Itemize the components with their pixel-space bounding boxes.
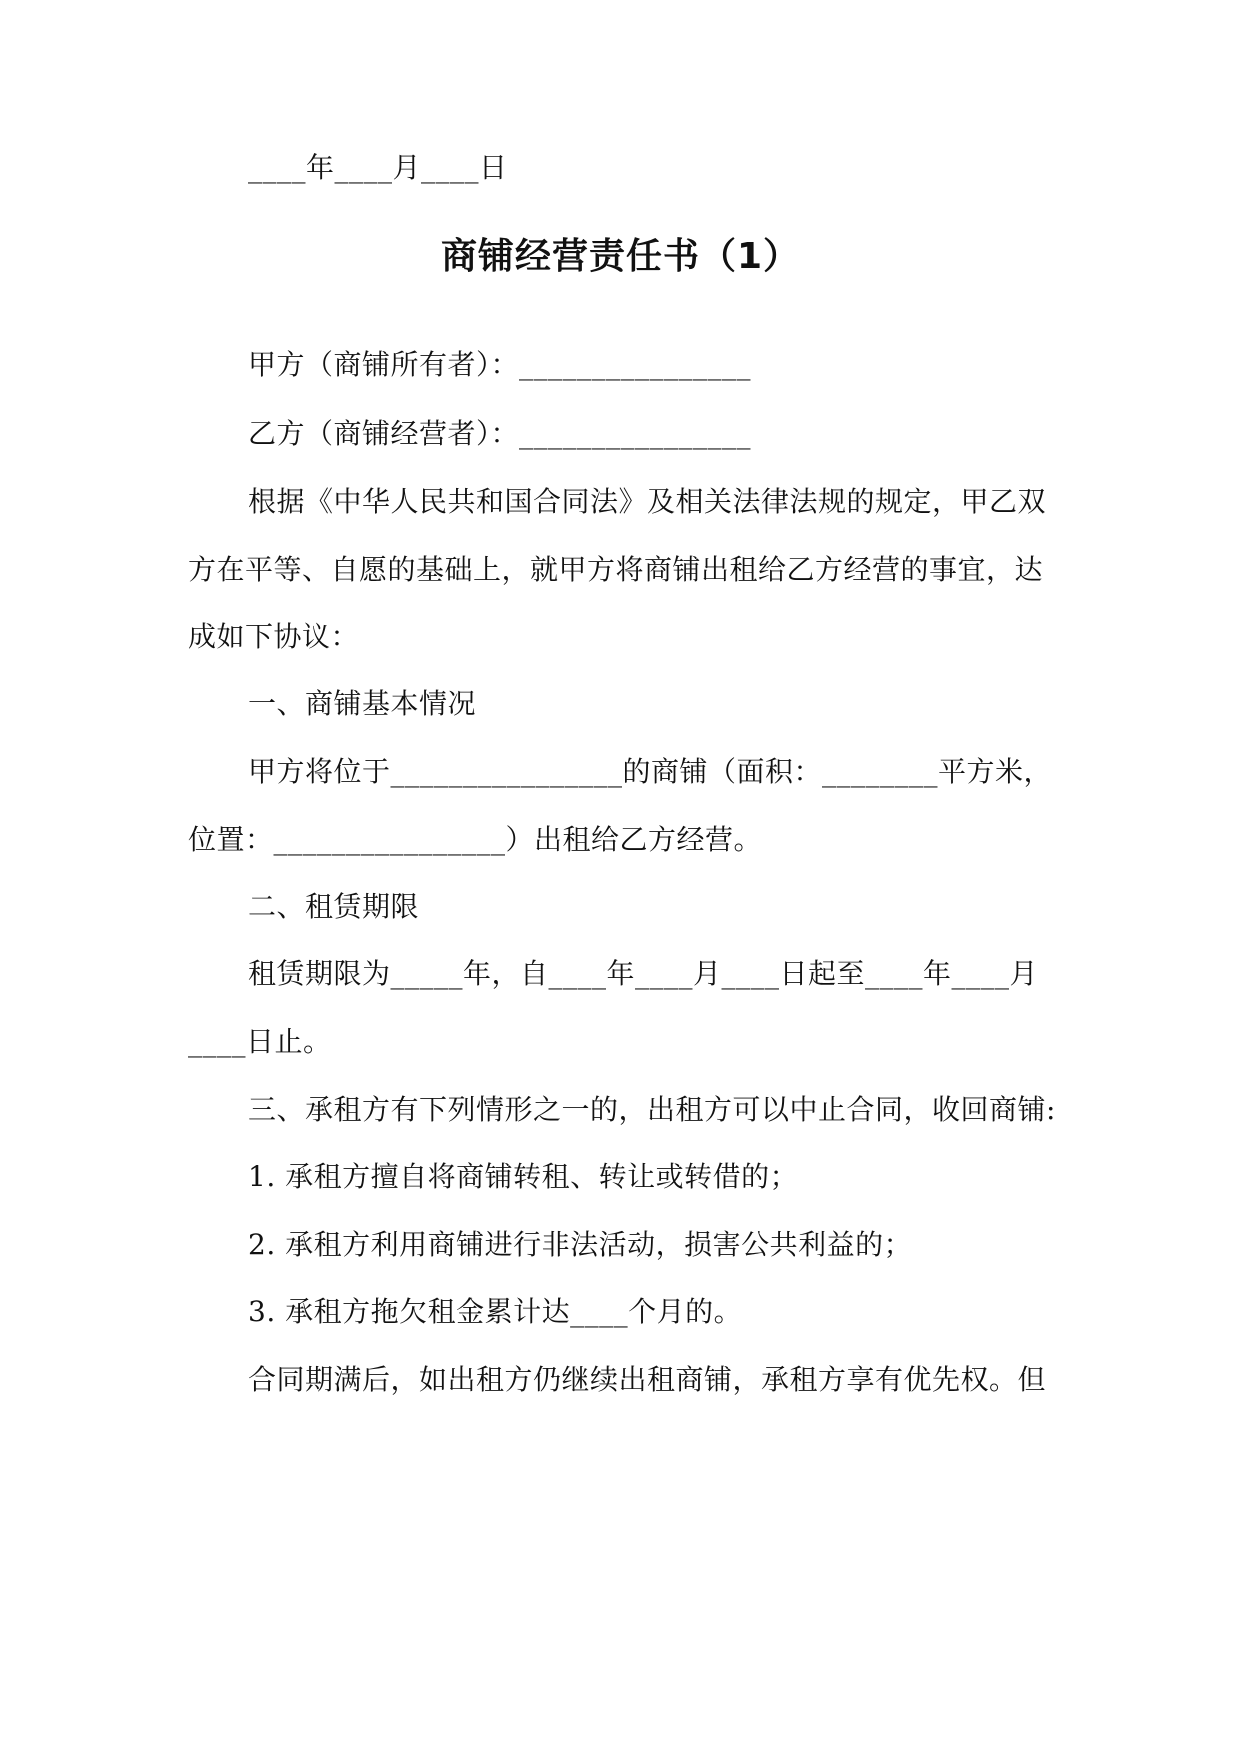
party-b-line: 乙方（商铺经营者）：________________	[248, 417, 752, 450]
intro-line-1: 根据《中华人民共和国合同法》及相关法律法规的规定，甲乙双	[248, 485, 1047, 518]
section3-heading: 三、承租方有下列情形之一的，出租方可以中止合同，收回商铺:	[248, 1093, 1056, 1126]
list-item: 2. 承租方利用商铺进行非法活动，损害公共利益的；	[248, 1228, 913, 1261]
section1-heading: 一、商铺基本情况	[248, 687, 477, 720]
section3-closing: 合同期满后，如出租方仍继续出租商铺，承租方享有优先权。但	[248, 1363, 1047, 1396]
date-line: ____年____月____日	[248, 151, 508, 184]
list-item: 3. 承租方拖欠租金累计达____个月的。	[248, 1295, 743, 1328]
list-item: 1. 承租方擅自将商铺转租、转让或转借的；	[248, 1160, 799, 1193]
section2-line-1: 租赁期限为_____年，自____年____月____日起至____年____月	[248, 957, 1039, 990]
party-a-line: 甲方（商铺所有者）：________________	[248, 348, 752, 381]
section1-line-1: 甲方将位于________________的商铺（面积：________平方米，	[248, 755, 1053, 788]
section1-line-2: 位置：________________）出租给乙方经营。	[188, 823, 763, 856]
intro-line-3: 成如下协议：	[188, 620, 360, 653]
section2-heading: 二、租赁期限	[248, 890, 420, 923]
intro-line-2: 方在平等、自愿的基础上，就甲方将商铺出租给乙方经营的事宜，达	[188, 553, 1044, 586]
document-title: 商铺经营责任书（1）	[440, 236, 801, 277]
section2-line-2: ____日止。	[188, 1025, 332, 1058]
